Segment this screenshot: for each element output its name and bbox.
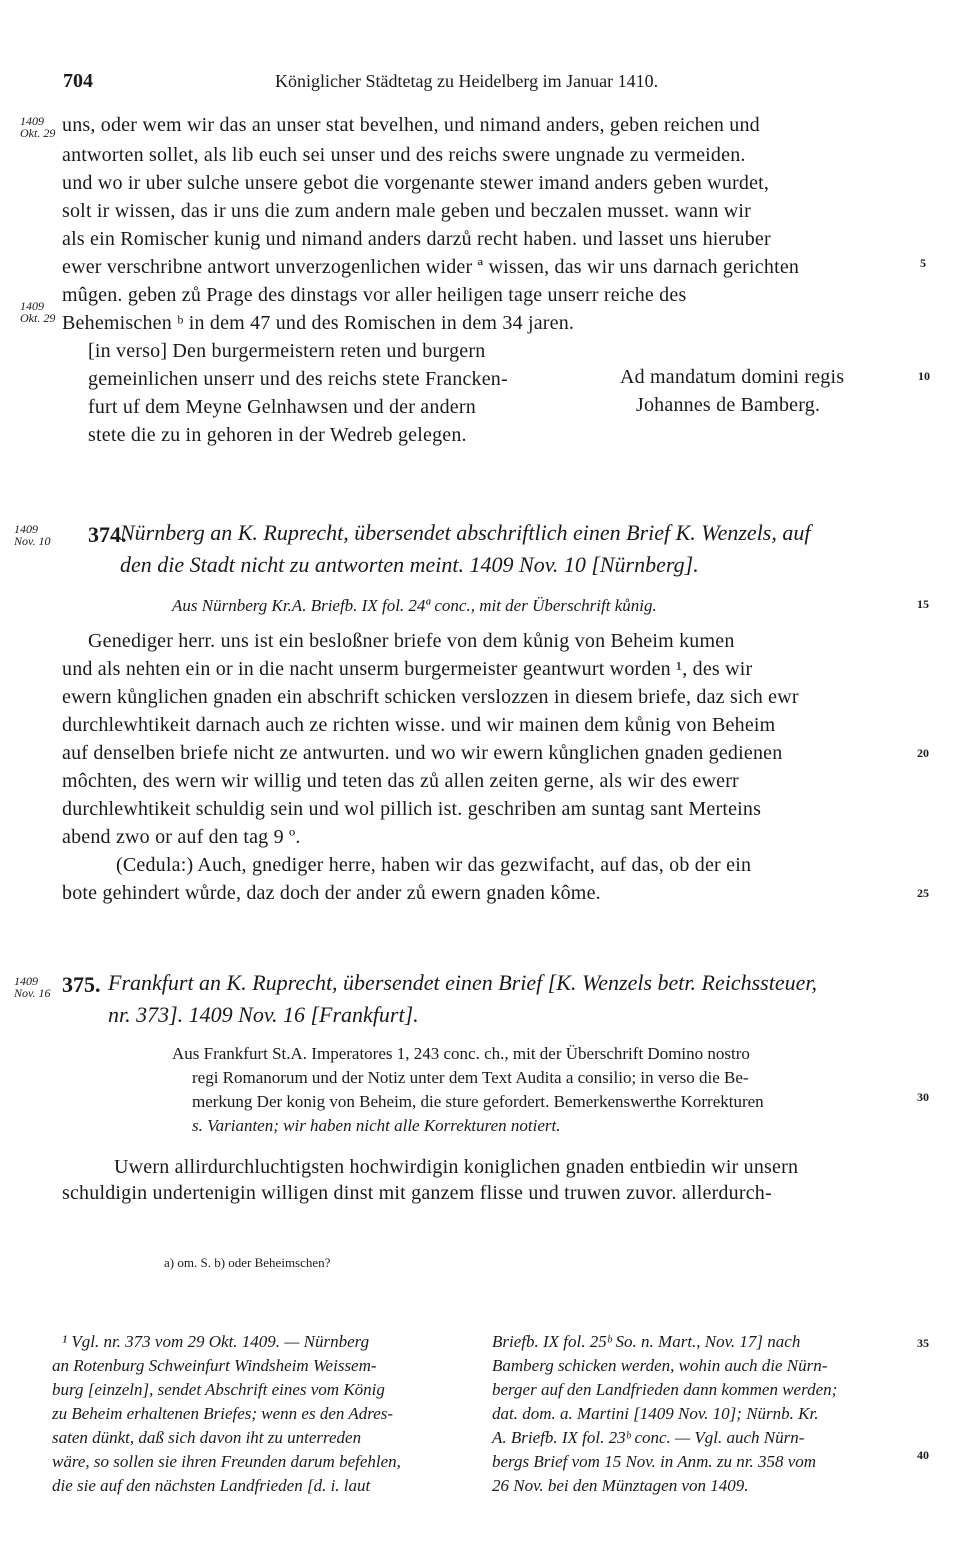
footnote-line: wäre, so sollen sie ihren Freunden darum befehlen, (52, 1452, 401, 1471)
footnote-line: 26 Nov. bei den Münztagen von 1409. (492, 1476, 749, 1495)
footnote-line: bergs Brief vom 15 Nov. in Anm. zu nr. 358 vom (492, 1452, 817, 1471)
text-line: uns, oder wem wir das an unser stat bevelhen, und nimand anders, geben reichen und (62, 114, 760, 136)
line-number: 20 (917, 746, 929, 760)
source-line: Aus Frankfurt St.A. Imperatores 1, 243 conc. ch., mit der Überschrift Domino nostro (172, 1044, 750, 1063)
margin-date: 1409 Nov. 10 (14, 522, 51, 548)
text-line: antworten sollet, als lib euch sei unser und des reichs swere ungnade zu vermeiden. (62, 144, 746, 166)
source-line: regi Romanorum und der Notiz unter dem Text Audita a consilio; in verso die Be- (192, 1068, 749, 1087)
address-line: [in verso] Den burgermeistern reten und burgern (88, 340, 486, 362)
footnote-line: ¹ Vgl. nr. 373 vom 29 Okt. 1409. — Nürnberg (62, 1332, 370, 1351)
address-line: gemeinlichen unserr und des reichs stete Francken- (88, 368, 508, 390)
footnote-line: die sie auf den nächsten Landfrieden [d. i. laut (52, 1476, 371, 1495)
line-number: 35 (917, 1336, 929, 1350)
footnote-line: zu Beheim erhaltenen Briefes; wenn es den Adres- (52, 1404, 394, 1423)
text-line: ewer verschribne antwort unverzogenlichen wider ª wissen, das wir uns darnach gerichten (62, 256, 800, 278)
text-line: schuldigin undertenigin willigen dinst mit ganzem flisse und truwen zuvor. allerdurch- (62, 1182, 772, 1204)
footnote-line: dat. dom. a. Martini [1409 Nov. 10]; Nürnb. Kr. (492, 1404, 819, 1423)
source-line: merkung Der konig von Beheim, die sture gefordert. Bemerkenswerthe Korrekturen (192, 1092, 764, 1111)
text-line: und wo ir uber sulche unsere gebot die vorgenante stewer imand anders geben wurdet, (62, 172, 770, 194)
footnote-line: Bamberg schicken werden, wohin auch die Nürn- (492, 1356, 828, 1375)
doc-number: 375. (62, 972, 101, 997)
chancery-line: Ad mandatum domini regis (620, 366, 845, 388)
text-line: auf denselben briefe nicht ze antwurten. und wo wir ewern kůnglichen gnaden gedienen (62, 742, 783, 764)
line-number: 40 (917, 1448, 929, 1462)
text-line: durchlewhtikeit schuldig sein und wol pillich ist. geschriben am suntag sant Merteins (62, 798, 762, 820)
variant-notes: a) om. S. b) oder Beheimschen? (164, 1255, 331, 1270)
text-line: bote gehindert wůrde, daz doch der ander zů ewern gnaden kôme. (62, 882, 601, 904)
chancery-line: Johannes de Bamberg. (636, 394, 821, 416)
footnote-line: Briefb. IX fol. 25ᵇ So. n. Mart., Nov. 17] nach (492, 1332, 801, 1351)
line-number: 10 (918, 369, 930, 383)
footnote-line: A. Briefb. IX fol. 23ᵇ conc. — Vgl. auch Nürn- (492, 1428, 805, 1447)
doc-heading: Nürnberg an K. Ruprecht, übersendet abschriftlich einen Brief K. Wenzels, auf (120, 520, 811, 545)
text-line: ewern kůnglichen gnaden ein abschrift schicken verslozzen in diesem briefe, daz sich ewr (62, 686, 799, 708)
doc-heading: nr. 373]. 1409 Nov. 16 [Frankfurt]. (108, 1002, 419, 1027)
line-number: 25 (917, 886, 929, 900)
text-line: (Cedula:) Auch, gnediger herre, haben wir das gezwifacht, auf das, ob der ein (116, 854, 752, 876)
line-number: 5 (920, 256, 926, 270)
page-number: 704 (63, 70, 93, 92)
text-line: Behemischen ᵇ in dem 47 und des Romischen in dem 34 jaren. (62, 312, 575, 334)
margin-date: 1409 Okt. 29 (20, 114, 56, 140)
footnote-line: saten dünkt, daß sich davon iht zu unterreden (52, 1428, 362, 1447)
doc-source: Aus Nürnberg Kr.A. Briefb. IX fol. 24ª conc., mit der Überschrift kůnig. (172, 596, 657, 615)
text-line: Uwern allirdurchluchtigsten hochwirdigin koniglichen gnaden entbiedin wir unsern (114, 1156, 799, 1178)
doc-heading: den die Stadt nicht zu antworten meint. 1409 Nov. 10 [Nürnberg]. (120, 552, 699, 577)
footnote-line: an Rotenburg Schweinfurt Windsheim Weissem- (52, 1356, 377, 1375)
doc-number: 374. (88, 522, 127, 547)
text-line: und als nehten ein or in die nacht unserm burgermeister geantwurt worden ¹, des wir (62, 658, 753, 680)
address-line: stete die zu in gehoren in der Wedreb gelegen. (88, 424, 467, 446)
text-line: môchten, des wern wir willig und teten das zů allen zeiten gerne, als wir des ewerr (62, 770, 739, 792)
doc-heading: Frankfurt an K. Ruprecht, übersendet einen Brief [K. Wenzels betr. Reichssteuer, (108, 970, 817, 995)
line-number: 15 (917, 597, 929, 611)
address-line: furt uf dem Meyne Gelnhawsen und der andern (88, 396, 476, 418)
margin-date: 1409 Nov. 16 (14, 974, 51, 1000)
margin-date: 1409 Okt. 29 (20, 299, 56, 325)
text-line: abend zwo or auf den tag 9 º. (62, 826, 301, 848)
text-line: durchlewhtikeit darnach auch ze richten wisse. und wir mainen dem kůnig von Beheim (62, 714, 776, 736)
footnote-line: burg [einzeln], sendet Abschrift eines vom König (52, 1380, 385, 1399)
text-line: Genediger herr. uns ist ein besloßner briefe von dem kůnig von Beheim kumen (88, 630, 735, 652)
text-line: mûgen. geben zů Prage des dinstags vor aller heiligen tage unserr reiche des (62, 284, 687, 306)
line-number: 30 (917, 1090, 929, 1104)
text-line: als ein Romischer kunig und nimand anders darzů recht haben. und lasset uns hieruber (62, 228, 771, 250)
running-title: Königlicher Städtetag zu Heidelberg im Januar 1410. (275, 71, 659, 91)
text-line: solt ir wissen, das ir uns die zum andern male geben und beczalen musset. wann wir (62, 200, 751, 222)
footnote-line: berger auf den Landfrieden dann kommen werden; (492, 1380, 838, 1399)
source-line: s. Varianten; wir haben nicht alle Korrekturen notiert. (192, 1116, 561, 1135)
